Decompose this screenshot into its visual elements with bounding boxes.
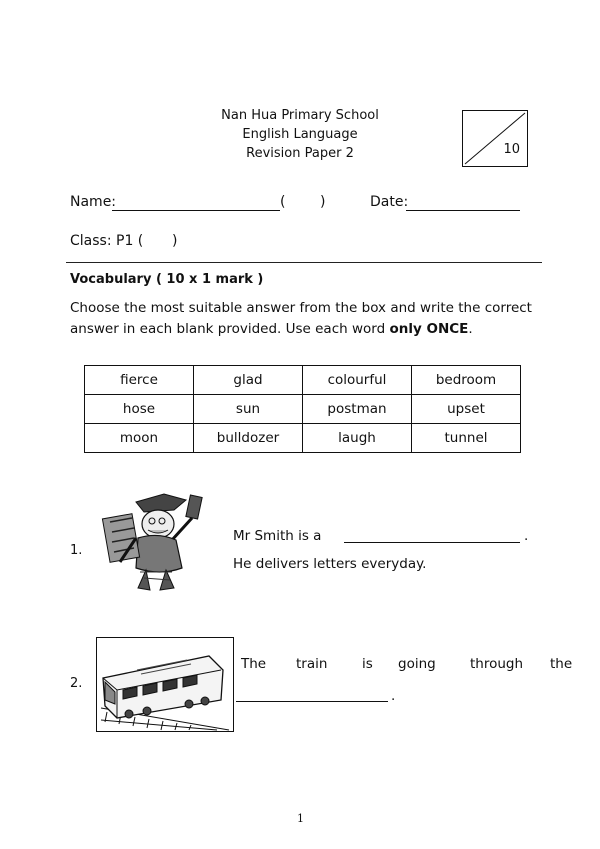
register-close-paren: ) [320, 194, 326, 210]
score-diagonal [463, 111, 527, 166]
section-divider [66, 262, 542, 263]
name-field[interactable] [112, 194, 280, 211]
word-cell: moon [85, 424, 194, 453]
section-title: Vocabulary ( 10 x 1 mark ) [70, 272, 264, 287]
train-picture [96, 637, 234, 732]
question-2-word: the [550, 656, 573, 672]
subject-name: English Language [242, 127, 358, 142]
question-2-word: going [398, 656, 436, 672]
word-cell: laugh [303, 424, 412, 453]
class-label: Class: P1 ( [70, 233, 144, 249]
question-2-answer-blank[interactable] [236, 686, 388, 702]
word-row [85, 424, 521, 453]
question-1-period: . [524, 528, 529, 544]
word-row [85, 366, 521, 395]
word-cell: fierce [85, 366, 194, 395]
instruction-end: . [468, 321, 473, 337]
date-label: Date: [370, 194, 409, 210]
question-2-word: The [241, 656, 267, 672]
school-name: Nan Hua Primary School [221, 108, 379, 123]
question-2-number: 2. [70, 676, 83, 691]
word-cell: sun [194, 395, 303, 424]
score-total: 10 [503, 142, 520, 157]
word-cell: tunnel [412, 424, 521, 453]
word-cell: bedroom [412, 366, 521, 395]
question-2-word: is [362, 656, 373, 672]
word-cell: colourful [303, 366, 412, 395]
instruction-text: Choose the most suitable answer from the box and write the correct answer in each blank provided. Use each word [70, 300, 532, 337]
question-2-word: through [470, 656, 524, 672]
question-1-text: Mr Smith is a [233, 528, 322, 544]
date-field[interactable] [406, 194, 520, 211]
page-number: 1 [297, 812, 304, 825]
question-1-answer-blank[interactable] [344, 527, 520, 543]
word-row [85, 395, 521, 424]
question-1-number: 1. [70, 543, 83, 558]
name-label: Name: [70, 194, 117, 210]
word-cell: postman [303, 395, 412, 424]
question-2-word: train [296, 656, 328, 672]
question-1-line-2: He delivers letters everyday. [233, 556, 427, 572]
word-cell: upset [412, 395, 521, 424]
question-2-period: . [391, 688, 396, 704]
word-box [84, 365, 521, 453]
register-open-paren: ( [280, 194, 286, 210]
class-close-paren: ) [172, 233, 178, 249]
word-cell: glad [194, 366, 303, 395]
section-instruction [70, 298, 540, 340]
word-cell: hose [85, 395, 194, 424]
postman-picture [100, 488, 212, 598]
score-box [462, 110, 528, 167]
word-cell: bulldozer [194, 424, 303, 453]
instruction-emphasis: only ONCE [389, 321, 469, 337]
paper-title: Revision Paper 2 [246, 146, 354, 161]
school-header [160, 106, 440, 163]
